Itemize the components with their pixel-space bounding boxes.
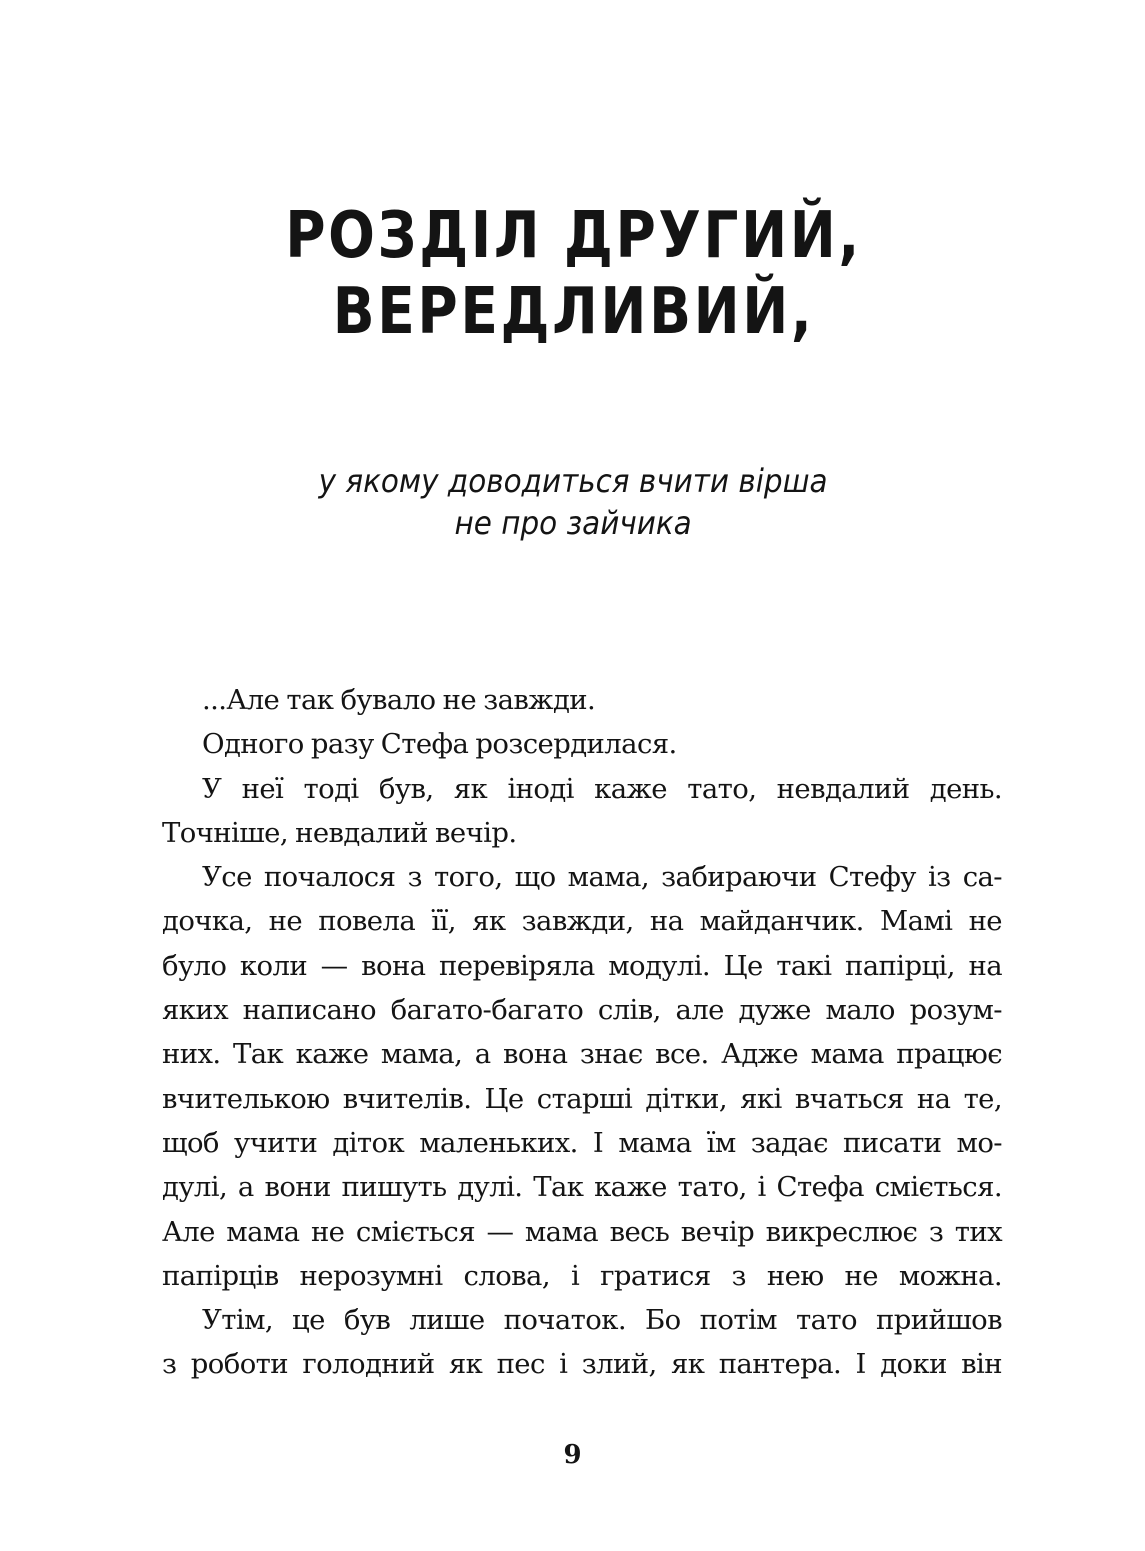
- text-line: У неї тоді був, як іноді каже тато, невдалий день.: [202, 772, 1002, 805]
- text-line: Але мама не сміється — мама весь вечір викреслює з тих: [162, 1215, 1002, 1248]
- text-line: Усе почалося з того, що мама, забираючи Стефу із са-: [202, 861, 1002, 894]
- text-line: них. Так каже мама, а вона знає все. Адже мама працює: [162, 1038, 1002, 1071]
- text-line: Одного разу Стефа розсердилася.: [202, 728, 677, 761]
- text-line: папірців нерозумні слова, і гратися з нею не можна.: [162, 1259, 1002, 1292]
- text-line: яких написано багато-багато слів, але дуже мало розум-: [162, 994, 1002, 1027]
- chapter-subtitle-line-2: не про зайчика: [454, 504, 692, 542]
- chapter-subtitle-line-1: у якому доводиться вчити вірша: [318, 462, 828, 500]
- chapter-title-line-2: ВЕРЕДЛИВИЙ,: [332, 275, 815, 349]
- text-line: було коли — вона перевіряла модулі. Це такі папірці, на: [162, 949, 1002, 982]
- text-line: Точніше, невдалий вечір.: [162, 816, 517, 849]
- chapter-title-line-1: РОЗДІЛ ДРУГИЙ,: [285, 199, 862, 273]
- body-text: [162, 678, 1002, 1387]
- text-line: з роботи голодний як пес і злий, як пантера. І доки він: [162, 1348, 1002, 1381]
- text-line: ...Але так бувало не завжди.: [202, 684, 596, 716]
- page-number: 9: [563, 1440, 582, 1470]
- text-line: щоб учити діток маленьких. І мама їм задає писати мо-: [162, 1126, 1002, 1159]
- text-line: дочка, не повела її, як завжди, на майданчик. Мамі не: [162, 905, 1002, 938]
- chapter-subtitle: [46, 460, 1099, 544]
- chapter-title: [81, 198, 1066, 350]
- text-line: вчителькою вчителів. Це старші дітки, які вчаться на те,: [162, 1082, 1002, 1115]
- text-line: дулі, а вони пишуть дулі. Так каже тато, і Стефа сміється.: [162, 1171, 1002, 1204]
- text-line: Утім, це був лише початок. Бо потім тато прийшов: [202, 1304, 1002, 1337]
